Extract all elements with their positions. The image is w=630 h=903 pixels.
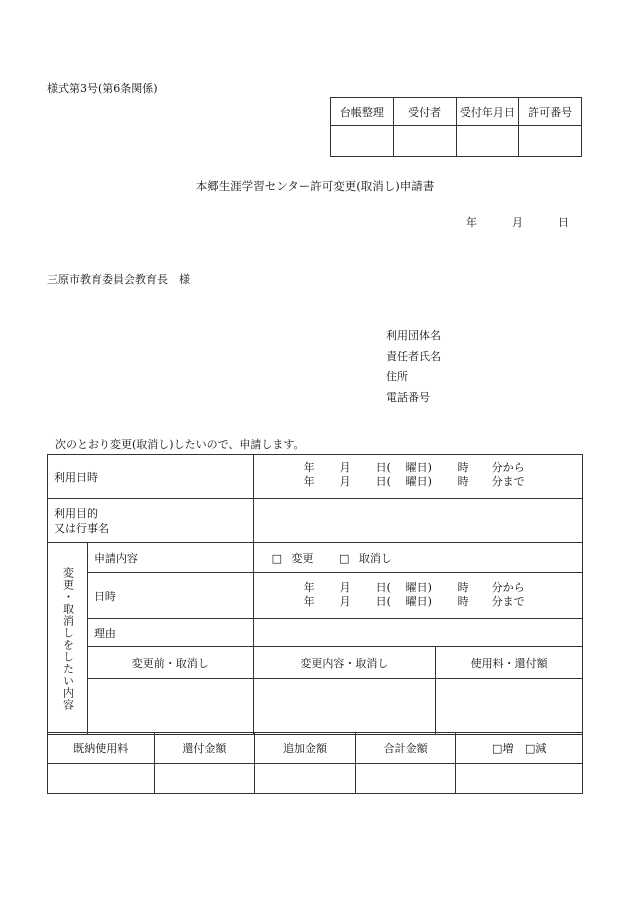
before-change-cell[interactable]: [87, 679, 253, 735]
additional-cell[interactable]: [255, 764, 356, 794]
usage-datetime-cell[interactable]: [253, 455, 582, 499]
date-line: [466, 214, 569, 230]
office-cell-receipt-date[interactable]: [456, 126, 519, 157]
office-cell-permit-no[interactable]: [519, 126, 582, 157]
cancel-option-label: 取消し: [358, 551, 392, 565]
office-header-ledger: 台帳整理: [331, 98, 394, 126]
intro-text: 次のとおり変更(取消し)したいので、申請します。: [55, 438, 305, 451]
fee-summary-table: [47, 732, 583, 794]
change-option-label: 変更: [291, 551, 314, 565]
paid-fee-header: 既納使用料: [48, 733, 155, 764]
decrease-label: 減: [535, 742, 547, 755]
date-year: 年: [466, 216, 477, 229]
applicant-address-label: 住所: [386, 370, 408, 383]
change-datetime-cell[interactable]: [253, 573, 582, 619]
increase-decrease-cell[interactable]: [456, 764, 583, 794]
office-header-receipt-date: 受付年月日: [456, 98, 519, 126]
increase-checkbox[interactable]: □: [492, 742, 503, 755]
date-day: 日: [558, 216, 569, 229]
purpose-label: 利用目的 又は行事名: [48, 499, 254, 543]
change-section-label: 変更・取消しをしたい内容: [48, 543, 88, 735]
purpose-cell[interactable]: [253, 499, 582, 543]
applicant-phone-label: 電話番号: [386, 390, 430, 404]
form-number: 様式第3号(第6条関係): [47, 82, 158, 95]
increase-decrease-header: [456, 733, 583, 764]
refund-cell[interactable]: [154, 764, 255, 794]
applicant-org-label: 利用団体名: [386, 329, 441, 342]
office-header-permit-no: 許可番号: [519, 98, 582, 126]
office-cell-receiver[interactable]: [393, 126, 456, 157]
change-datetime-label: 日時: [87, 573, 253, 619]
addressee: 三原市教育委員会教育長 様: [47, 273, 190, 286]
change-content-header: 変更内容・取消し: [253, 647, 436, 679]
total-header: 合計金額: [355, 733, 456, 764]
reason-label: 理由: [87, 619, 253, 647]
decrease-checkbox[interactable]: □: [524, 742, 536, 755]
before-change-header: 変更前・取消し: [87, 647, 253, 679]
change-datetime-lines: 年 月 日( 曜日) 時 分から 年 月 日( 曜日) 時 分まで: [303, 581, 525, 608]
usage-datetime-label: 利用日時: [48, 455, 254, 499]
applicant-name-label: 責任者氏名: [386, 349, 441, 363]
office-header-receiver: 受付者: [393, 98, 456, 126]
refund-header: 還付金額: [154, 733, 255, 764]
request-content-cell: [253, 543, 582, 573]
applicant-block: [386, 326, 441, 408]
document-title: 本郷生涯学習センター許可変更(取消し)申請書: [195, 179, 435, 193]
application-table: [47, 454, 583, 735]
office-cell-ledger[interactable]: [331, 126, 394, 157]
increase-label: 増: [502, 742, 514, 755]
total-cell[interactable]: [355, 764, 456, 794]
request-content-label: 申請内容: [87, 543, 253, 573]
date-month: 月: [512, 216, 523, 229]
cancel-checkbox[interactable]: □: [339, 551, 350, 565]
additional-header: 追加金額: [255, 733, 356, 764]
paid-fee-cell[interactable]: [48, 764, 155, 794]
fee-cell[interactable]: [436, 679, 583, 735]
usage-datetime-lines: 年 月 日( 曜日) 時 分から 年 月 日( 曜日) 時 分まで: [303, 461, 525, 488]
reason-cell[interactable]: [253, 619, 582, 647]
change-checkbox[interactable]: □: [271, 551, 282, 565]
fee-header: 使用料・還付額: [436, 647, 583, 679]
office-use-table: [330, 97, 582, 157]
change-content-cell[interactable]: [253, 679, 436, 735]
